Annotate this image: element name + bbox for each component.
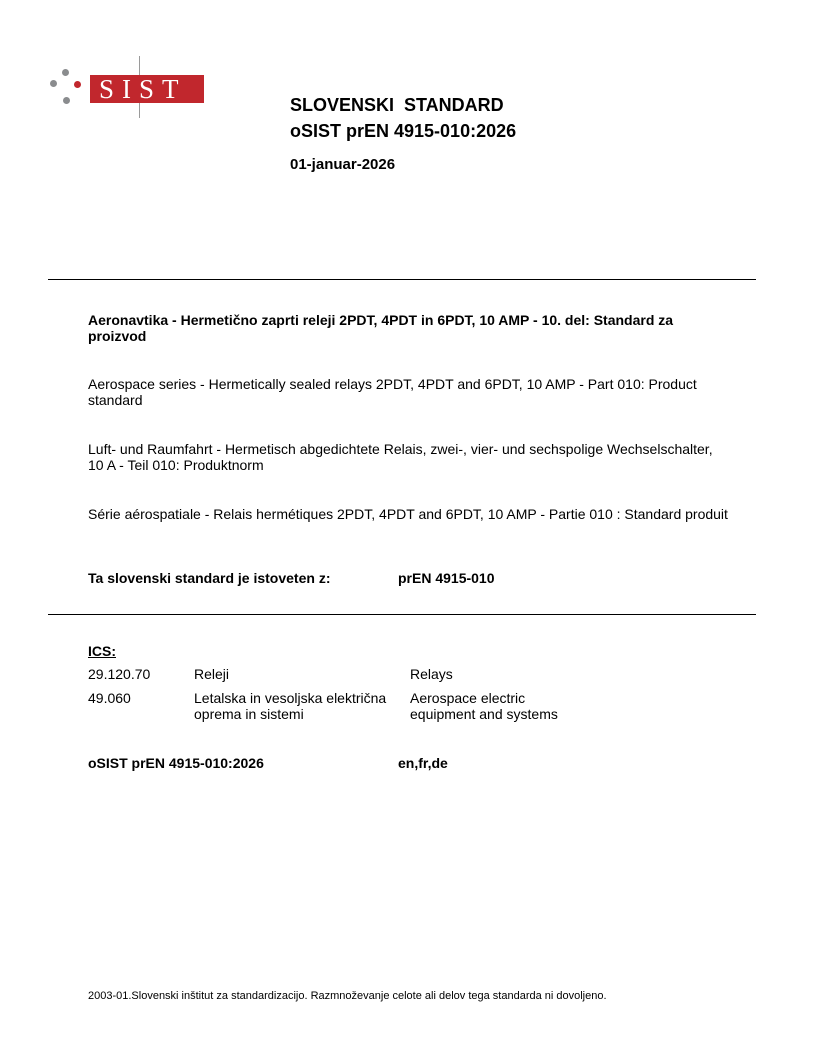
sist-logo [48, 64, 208, 120]
divider-top [48, 279, 756, 280]
ics-code: 49.060 [88, 690, 131, 706]
footer-languages: en,fr,de [398, 755, 448, 771]
logo-dot [62, 69, 69, 76]
logo-dot-red [74, 81, 81, 88]
title-french: Série aérospatiale - Relais hermétiques 2PDT, 4PDT and 6PDT, 10 AMP - Partie 010 : Standard produit [88, 506, 728, 522]
title-english: Aerospace series - Hermetically sealed relays 2PDT, 4PDT and 6PDT, 10 AMP - Part 010: Product standard [88, 376, 697, 408]
logo-dot [63, 97, 70, 104]
ics-description-sl: Releji [194, 666, 230, 682]
title-slovenian: Aeronavtika - Hermetično zaprti releji 2PDT, 4PDT in 6PDT, 10 AMP - 10. del: Standard za proizvod [88, 312, 674, 344]
title-german: Luft- und Raumfahrt - Hermetisch abgedichtete Relais, zwei-, vier- und sechspolige Wechselschalter, 10 A - Teil 010: Produktnorm [88, 441, 713, 473]
footer-standard-id: oSIST prEN 4915-010:2026 [88, 755, 264, 771]
document-id-footer [88, 755, 448, 771]
publication-date: 01-januar-2026 [290, 156, 396, 173]
standard-id: oSIST prEN 4915-010:2026 [290, 121, 517, 141]
ics-code: 29.120.70 [88, 666, 151, 682]
ics-description-sl: Letalska in vesoljska električna oprema in sistemi [194, 690, 387, 722]
identical-statement [88, 570, 495, 586]
ics-heading: ICS: [88, 643, 116, 659]
ics-description-en: Relays [410, 666, 453, 682]
identical-reference: prEN 4915-010 [398, 570, 495, 586]
identical-label: Ta slovenski standard je istoveten z: [88, 570, 331, 586]
standard-label: SLOVENSKI STANDARD [290, 95, 504, 115]
copyright-notice: 2003-01.Slovenski inštitut za standardizacijo. Razmnoževanje celote ali delov tega standarda ni dovoljeno. [88, 990, 607, 1002]
ics-section [88, 643, 116, 659]
logo-dot [50, 80, 57, 87]
logo-text: SIST [90, 75, 204, 103]
divider-bottom [48, 614, 756, 615]
document-header [290, 92, 516, 173]
ics-description-en: Aerospace electric equipment and systems [410, 690, 558, 722]
